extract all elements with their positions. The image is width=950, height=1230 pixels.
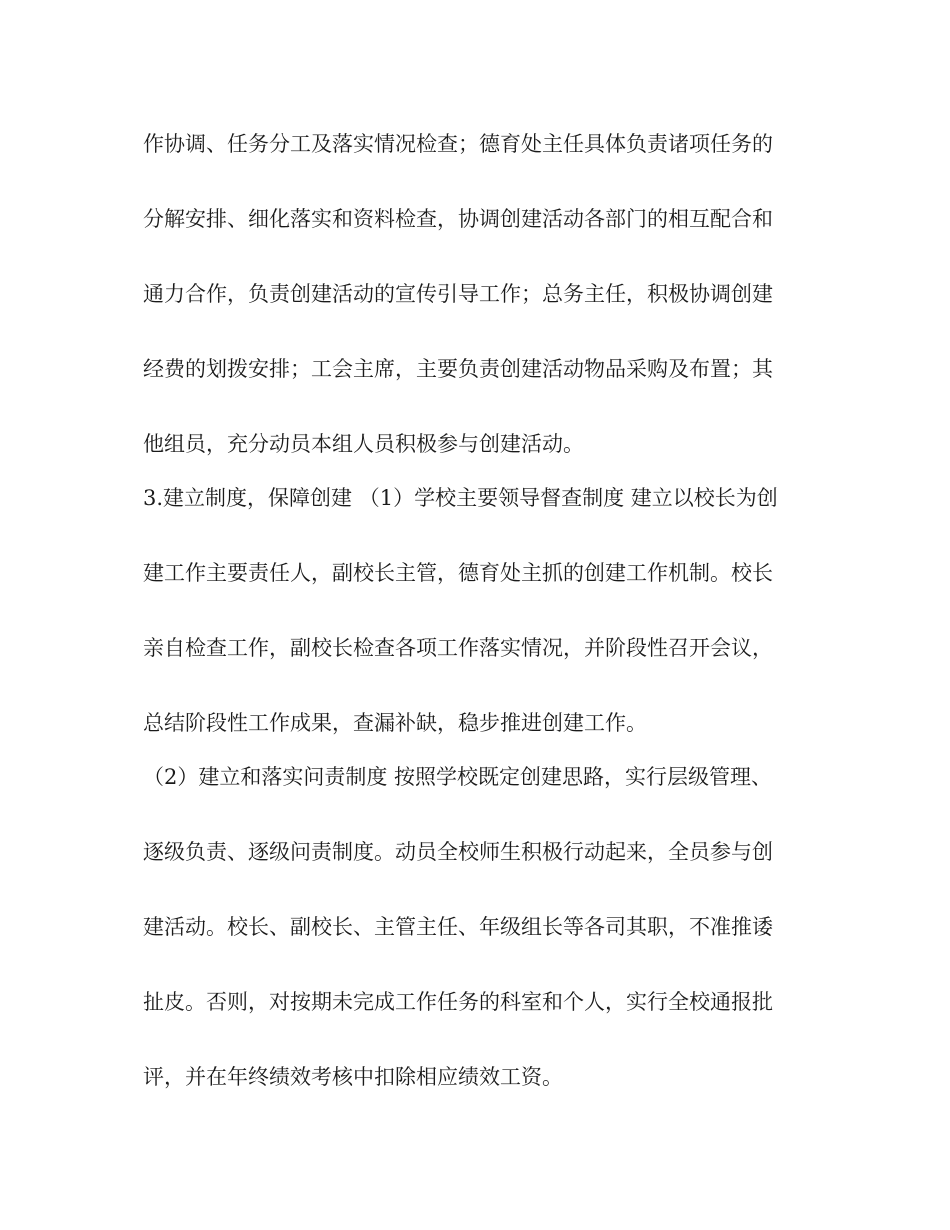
paragraph-line: 分解安排、细化落实和资料检查，协调创建活动各部门的相互配合和 — [143, 207, 773, 231]
paragraph-line: 扯皮。否则，对按期未完成工作任务的科室和个人，实行全校通报批 — [143, 990, 773, 1014]
subsection-line: （2）建立和落实问责制度 按照学校既定创建思路，实行层级管理、 — [143, 765, 773, 789]
paragraph-line: 建工作主要责任人，副校长主管，德育处主抓的创建工作机制。校长 — [143, 561, 773, 585]
paragraph-line: 亲自检查工作，副校长检查各项工作落实情况，并阶段性召开会议， — [143, 636, 773, 660]
paragraph-line: 评，并在年终绩效考核中扣除相应绩效工资。 — [143, 1065, 563, 1089]
paragraph-line: 建活动。校长、副校长、主管主任、年级组长等各司其职，不准推诿 — [143, 915, 773, 939]
paragraph-line: 他组员，充分动员本组人员积极参与创建活动。 — [143, 432, 584, 456]
paragraph-line: 经费的划拨安排；工会主席，主要负责创建活动物品采购及布置；其 — [143, 357, 773, 381]
paragraph-line: 通力合作，负责创建活动的宣传引导工作；总务主任，积极协调创建 — [143, 282, 773, 306]
section-heading-line: 3.建立制度，保障创建 （1）学校主要领导督查制度 建立以校长为创 — [143, 486, 778, 510]
paragraph-line: 作协调、任务分工及落实情况检查；德育处主任具体负责诸项任务的 — [143, 132, 773, 156]
paragraph-line: 逐级负责、逐级问责制度。动员全校师生积极行动起来，全员参与创 — [143, 840, 773, 864]
paragraph-line: 总结阶段性工作成果，查漏补缺，稳步推进创建工作。 — [143, 711, 647, 735]
